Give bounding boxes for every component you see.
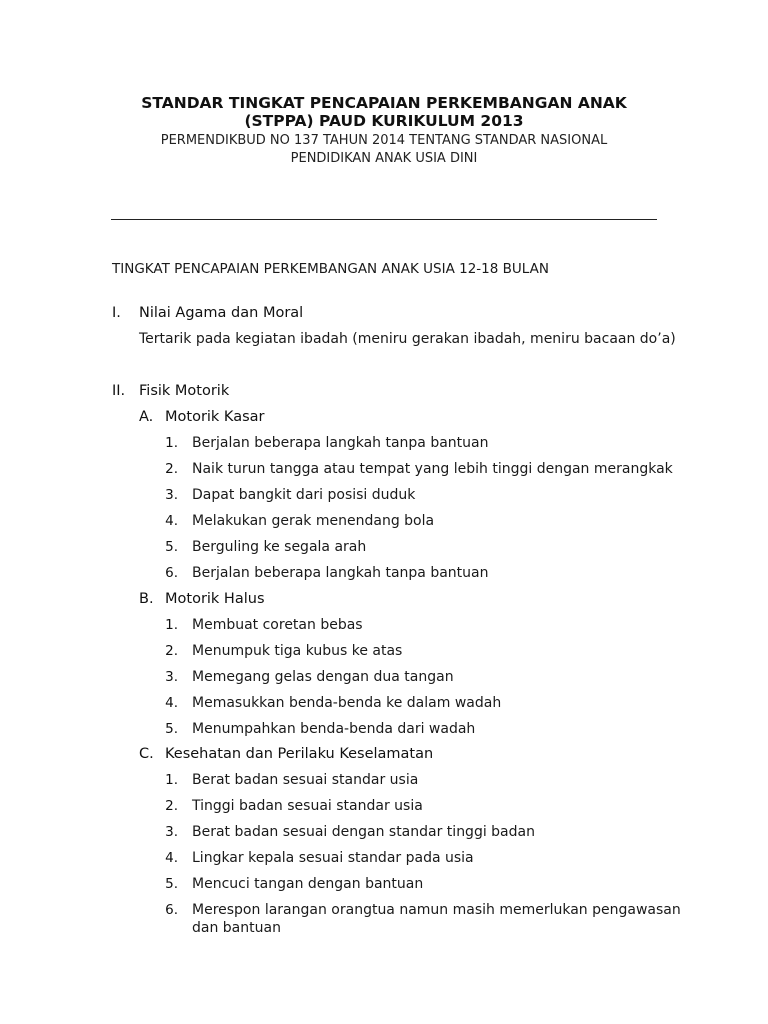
list-item-number: 4. (165, 513, 178, 529)
list-item-number: 5. (165, 539, 178, 555)
list-item: Naik turun tangga atau tempat yang lebih tinggi dengan merangkak (192, 461, 673, 477)
subsection-c-title: Kesehatan dan Perilaku Keselamatan (165, 746, 434, 762)
list-item-number: 4. (165, 850, 178, 866)
list-item-number: 2. (165, 643, 178, 659)
list-item-number: 6. (165, 902, 178, 918)
list-item: Memegang gelas dengan dua tangan (192, 669, 454, 685)
list-item: Tinggi badan sesuai standar usia (192, 798, 423, 814)
list-item: Berjalan beberapa langkah tanpa bantuan (192, 565, 489, 581)
age-heading: TINGKAT PENCAPAIAN PERKEMBANGAN ANAK USIA 12-18 BULAN (112, 261, 549, 277)
list-item: Menumpahkan benda-benda dari wadah (192, 721, 476, 737)
list-item: Berat badan sesuai dengan standar tinggi badan (192, 824, 535, 840)
list-item: Membuat coretan bebas (192, 617, 363, 633)
list-item-number: 3. (165, 824, 178, 840)
list-item-number: 5. (165, 721, 178, 737)
list-item-number: 3. (165, 669, 178, 685)
document-title-line-2: (STPPA) PAUD KURIKULUM 2013 (244, 112, 524, 130)
section-2-title: Fisik Motorik (139, 383, 230, 399)
list-item-number: 6. (165, 565, 178, 581)
subsection-a-letter: A. (139, 409, 154, 425)
list-item: Lingkar kepala sesuai standar pada usia (192, 850, 474, 866)
list-item: Berguling ke segala arah (192, 539, 367, 555)
list-item: Berjalan beberapa langkah tanpa bantuan (192, 435, 489, 451)
list-item-number: 5. (165, 876, 178, 892)
list-item-number: 1. (165, 617, 178, 633)
list-item: Berat badan sesuai standar usia (192, 772, 419, 788)
list-item: Mencuci tangan dengan bantuan (192, 876, 424, 892)
section-1-title: Nilai Agama dan Moral (139, 305, 304, 321)
list-item: Melakukan gerak menendang bola (192, 513, 435, 529)
section-2-numeral: II. (112, 383, 126, 399)
horizontal-divider (111, 219, 657, 220)
list-item-number: 4. (165, 695, 178, 711)
list-item-number: 3. (165, 487, 178, 503)
list-item-number: 1. (165, 435, 178, 451)
subsection-a-title: Motorik Kasar (165, 409, 265, 425)
list-item: Merespon larangan orangtua namun masih memerlukan pengawasan (192, 902, 681, 918)
subsection-b-title: Motorik Halus (165, 591, 265, 607)
list-item-continuation: dan bantuan (192, 920, 281, 936)
list-item: Memasukkan benda-benda ke dalam wadah (192, 695, 502, 711)
document-subtitle-line-1: PERMENDIKBUD NO 137 TAHUN 2014 TENTANG STANDAR NASIONAL (160, 133, 608, 148)
section-1-text: Tertarik pada kegiatan ibadah (meniru gerakan ibadah, meniru bacaan do’a) (139, 331, 676, 347)
subsection-b-letter: B. (139, 591, 154, 607)
section-1-numeral: I. (112, 305, 121, 321)
list-item-number: 2. (165, 461, 178, 477)
document-subtitle-line-2: PENDIDIKAN ANAK USIA DINI (290, 151, 478, 166)
subsection-c-letter: C. (139, 746, 154, 762)
list-item: Menumpuk tiga kubus ke atas (192, 643, 403, 659)
list-item: Dapat bangkit dari posisi duduk (192, 487, 416, 503)
list-item-number: 2. (165, 798, 178, 814)
document-title-line-1: STANDAR TINGKAT PENCAPAIAN PERKEMBANGAN ANAK (141, 94, 627, 112)
list-item-number: 1. (165, 772, 178, 788)
